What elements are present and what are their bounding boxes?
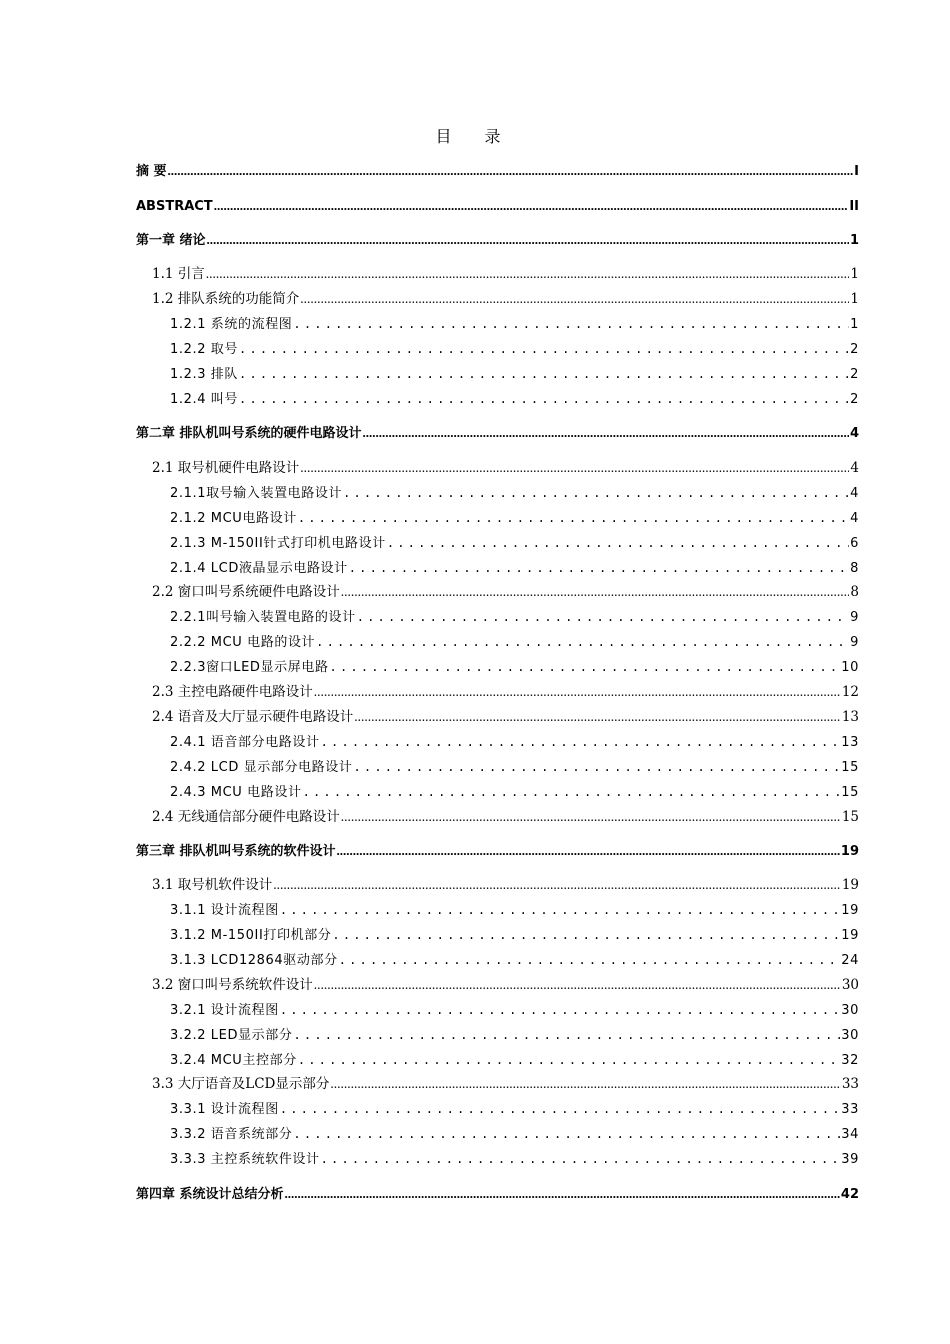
toc-entry-title: 1.2.4 叫号 <box>170 392 239 407</box>
toc-entry-page: 42 <box>840 1187 859 1202</box>
toc-entry-title: 1.2.2 取号 <box>170 342 239 357</box>
dot-leader <box>280 1100 840 1119</box>
dot-leader <box>303 783 841 802</box>
toc-entry-page: 39 <box>841 1152 859 1167</box>
toc-entry-sub[interactable] <box>170 758 859 777</box>
toc-entry-page: 1 <box>849 233 859 248</box>
toc-entry-sub[interactable] <box>170 658 859 677</box>
toc-entry-sub[interactable] <box>170 534 859 553</box>
toc-title: 目 录 <box>435 127 515 146</box>
toc-entry-sec[interactable] <box>152 708 859 726</box>
toc-entry-title: 2.3 主控电路硬件电路设计 <box>152 684 313 700</box>
toc-entry-page: 15 <box>841 785 859 800</box>
toc-entry-sec[interactable] <box>152 290 859 308</box>
dot-leader <box>330 658 841 677</box>
toc-entry-page: 4 <box>850 460 859 476</box>
toc-entry-page: 6 <box>850 536 859 551</box>
dot-leader <box>387 534 849 553</box>
dot-leader <box>353 758 840 777</box>
toc-entry-sec[interactable] <box>152 459 859 477</box>
toc-entry-page: 34 <box>841 1127 859 1142</box>
dot-leader <box>293 1125 840 1144</box>
toc-entry-sub[interactable] <box>170 1001 859 1020</box>
dot-leader <box>330 1075 840 1093</box>
toc-entry-sub[interactable] <box>170 901 859 920</box>
toc-entry-page: 1 <box>850 317 859 332</box>
dot-leader <box>341 808 841 826</box>
dot-leader <box>343 484 849 503</box>
dot-leader <box>300 459 849 477</box>
toc-entry-sub[interactable] <box>170 559 859 578</box>
toc-entry-page: 13 <box>841 735 859 750</box>
toc-entry-title: 第三章 排队机叫号系统的软件设计 <box>136 844 336 859</box>
dot-leader <box>214 197 849 216</box>
toc-entry-chap[interactable] <box>136 162 859 181</box>
toc-entry-page: 4 <box>850 486 859 501</box>
toc-entry-sec[interactable] <box>152 1075 859 1093</box>
dot-leader <box>293 1026 840 1045</box>
toc-entry-page: 8 <box>850 584 859 600</box>
toc-entry-title: 1.1 引言 <box>152 266 205 282</box>
toc-entry-title: 2.2.2 MCU 电路的设计 <box>170 635 316 650</box>
dot-leader <box>280 1001 840 1020</box>
toc-entry-title: 2.4.3 MCU 电路设计 <box>170 785 302 800</box>
toc-entry-sub[interactable] <box>170 733 859 752</box>
toc-entry-title: 3.3.3 主控系统软件设计 <box>170 1152 320 1167</box>
dot-leader <box>357 608 849 627</box>
toc-entry-page: 9 <box>850 635 859 650</box>
dot-leader <box>300 290 849 308</box>
toc-entry-page: 12 <box>841 684 859 700</box>
dot-leader <box>239 390 849 409</box>
toc-entry-title: 2.4.2 LCD 显示部分电路设计 <box>170 760 353 775</box>
toc-entry-page: II <box>849 199 859 214</box>
toc-entry-sec[interactable] <box>152 583 859 601</box>
toc-entry-title: 2.4 语音及大厅显示硬件电路设计 <box>152 709 354 725</box>
toc-entry-title: ABSTRACT <box>136 199 213 214</box>
toc-entry-title: 1.2 排队系统的功能简介 <box>152 291 300 307</box>
toc-entry-title: 2.1.2 MCU电路设计 <box>170 511 297 526</box>
toc-entry-page: 30 <box>841 1028 859 1043</box>
dot-leader <box>321 1150 841 1169</box>
dot-leader <box>280 901 840 920</box>
toc-entry-page: 30 <box>841 1003 859 1018</box>
toc-entry-title: 3.1.3 LCD12864驱动部分 <box>170 953 338 968</box>
toc-entry-page: 4 <box>849 426 859 441</box>
toc-entry-sec[interactable] <box>152 808 859 826</box>
toc-entry-title: 3.1.1 设计流程图 <box>170 903 279 918</box>
toc-entry-page: 2 <box>850 342 859 357</box>
dot-leader <box>206 265 850 283</box>
toc-entry-page: 33 <box>841 1102 859 1117</box>
toc-entry-title: 1.2.1 系统的流程图 <box>170 317 293 332</box>
toc-entry-title: 2.1.4 LCD液晶显示电路设计 <box>170 561 348 576</box>
toc-entry-sub[interactable] <box>170 484 859 503</box>
dot-leader <box>321 733 841 752</box>
toc-entry-sub[interactable] <box>170 783 859 802</box>
dot-leader <box>285 1185 840 1204</box>
toc-entry-sub[interactable] <box>170 365 859 384</box>
toc-entry-title: 2.1 取号机硬件电路设计 <box>152 460 300 476</box>
toc-entry-sub[interactable] <box>170 1026 859 1045</box>
dot-leader <box>298 509 849 528</box>
dot-leader <box>363 424 849 443</box>
toc-entry-title: 2.2.3窗口LED显示屏电路 <box>170 660 329 675</box>
toc-entry-page: 15 <box>841 809 859 825</box>
dot-leader <box>337 842 840 861</box>
toc-entry-title: 3.3.2 语音系统部分 <box>170 1127 293 1142</box>
toc-entry-sub[interactable] <box>170 1125 859 1144</box>
toc-entry-title: 3.2.4 MCU主控部分 <box>170 1053 297 1068</box>
toc-entry-sub[interactable] <box>170 509 859 528</box>
dot-leader <box>168 162 854 181</box>
toc-entry-page: 13 <box>841 709 859 725</box>
dot-leader <box>339 951 841 970</box>
dot-leader <box>207 231 849 250</box>
toc-entry-chap[interactable] <box>136 231 859 250</box>
toc-entry-page: 19 <box>841 877 859 893</box>
toc-entry-title: 3.3 大厅语音及LCD显示部分 <box>152 1076 330 1092</box>
toc-entry-page: 19 <box>841 928 859 943</box>
toc-entry-page: 32 <box>841 1053 859 1068</box>
toc-entry-page: 1 <box>850 291 859 307</box>
toc-entry-page: I <box>854 164 859 179</box>
toc-entry-page: 19 <box>841 903 859 918</box>
toc-entry-sec[interactable] <box>152 683 859 701</box>
toc-entry-title: 3.2 窗口叫号系统软件设计 <box>152 977 313 993</box>
toc-entry-page: 30 <box>841 977 859 993</box>
toc-entry-title: 3.3.1 设计流程图 <box>170 1102 279 1117</box>
toc-entry-title: 第二章 排队机叫号系统的硬件电路设计 <box>136 426 362 441</box>
dot-leader <box>332 926 840 945</box>
toc-entry-sec[interactable] <box>152 876 859 894</box>
toc-entry-sub[interactable] <box>170 390 859 409</box>
toc-entry-chap[interactable] <box>136 842 859 861</box>
toc-entry-page: 15 <box>841 760 859 775</box>
toc-entry-page: 2 <box>850 392 859 407</box>
toc-entry-sub[interactable] <box>170 340 859 359</box>
toc-entry-sub[interactable] <box>170 1100 859 1119</box>
dot-leader <box>293 315 849 334</box>
dot-leader <box>349 559 849 578</box>
toc-entry-title: 2.4.1 语音部分电路设计 <box>170 735 320 750</box>
toc-entry-page: 19 <box>840 844 859 859</box>
toc-entry-sub[interactable] <box>170 1150 859 1169</box>
toc-entry-title: 1.2.3 排队 <box>170 367 239 382</box>
dot-leader <box>239 340 849 359</box>
toc-entry-sec[interactable] <box>152 265 859 283</box>
toc-entry-page: 8 <box>850 561 859 576</box>
toc-entry-title: 3.1.2 M-150II打印机部分 <box>170 928 332 943</box>
toc-entry-title: 第一章 绪论 <box>136 233 206 248</box>
toc-entry-page: 9 <box>850 610 859 625</box>
toc-entry-sub[interactable] <box>170 608 859 627</box>
toc-entry-sub[interactable] <box>170 315 859 334</box>
dot-leader <box>354 708 841 726</box>
toc-entry-page: 4 <box>850 511 859 526</box>
toc-entry-title: 3.2.1 设计流程图 <box>170 1003 279 1018</box>
toc-entry-title: 2.1.1取号输入装置电路设计 <box>170 486 343 501</box>
dot-leader <box>314 683 841 701</box>
toc-entry-sub[interactable] <box>170 926 859 945</box>
toc-entry-chap[interactable] <box>136 424 859 443</box>
toc-entry-page: 2 <box>850 367 859 382</box>
toc-entry-sub[interactable] <box>170 633 859 652</box>
toc-entry-title: 2.4 无线通信部分硬件电路设计 <box>152 809 340 825</box>
toc-entry-title: 2.2.1叫号输入装置电路的设计 <box>170 610 356 625</box>
toc-entry-title: 2.1.3 M-150II针式打印机电路设计 <box>170 536 386 551</box>
dot-leader <box>239 365 849 384</box>
toc-entry-sub[interactable] <box>170 1051 859 1070</box>
toc-entry-title: 3.1 取号机软件设计 <box>152 877 273 893</box>
toc-entry-chap[interactable] <box>136 1185 859 1204</box>
dot-leader <box>316 633 849 652</box>
dot-leader <box>314 976 841 994</box>
toc-entry-title: 摘 要 <box>136 164 167 179</box>
toc-entry-page: 1 <box>850 266 859 282</box>
toc-entry-title: 第四章 系统设计总结分析 <box>136 1187 284 1202</box>
dot-leader <box>298 1051 840 1070</box>
toc-entry-title: 2.2 窗口叫号系统硬件电路设计 <box>152 584 340 600</box>
toc-entry-sec[interactable] <box>152 976 859 994</box>
toc-entry-page: 24 <box>841 953 859 968</box>
toc-entry-page: 33 <box>841 1076 859 1092</box>
toc-entry-sub[interactable] <box>170 951 859 970</box>
dot-leader <box>273 876 841 894</box>
dot-leader <box>341 583 850 601</box>
toc-entry-chap[interactable] <box>136 197 859 216</box>
toc-entry-title: 3.2.2 LED显示部分 <box>170 1028 293 1043</box>
toc-entry-page: 10 <box>841 660 859 675</box>
